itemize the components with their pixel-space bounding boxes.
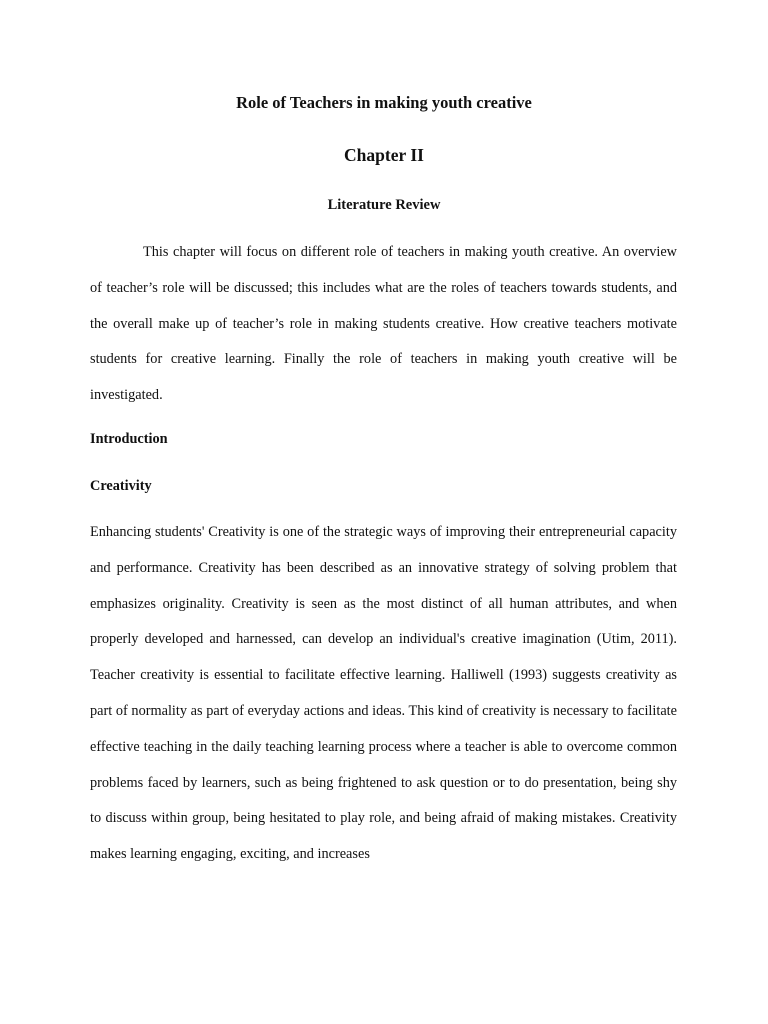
intro-paragraph: This chapter will focus on different role of teachers in making youth creative. An overview of teacher’s role will be discussed; this includes what are the roles of teachers towards students, and the overall make up of teacher’s role in making students creative. How creative teachers motivate students for creative learning. Finally the role of teachers in making youth creative will be investigated. <box>90 244 677 404</box>
heading-introduction: Introduction <box>90 431 168 447</box>
heading-creativity: Creativity <box>90 478 152 494</box>
section-heading-literature-review: Literature Review <box>327 197 441 213</box>
chapter-heading: Chapter II <box>344 145 424 165</box>
document-title: Role of Teachers in making youth creative <box>236 93 532 112</box>
creativity-paragraph: Enhancing students' Creativity is one of the strategic ways of improving their entrepreneurial capacity and performance. Creativity has been described as an innovative strategy of solving problem that emphasizes originality. Creativity is seen as the most distinct of all human attributes, and when properly developed and harnessed, can develop an individual's creative imagination (Utim, 2011). Teacher creativity is essential to facilitate effective learning. Halliwell (1993) suggests creativity as part of normality as part of everyday actions and ideas. This kind of creativity is necessary to facilitate effective teaching in the daily teaching learning process where a teacher is able to overcome common problems faced by learners, such as being frightened to ask question or to do presentation, being shy to discuss within group, being hesitated to play role, and being afraid of making mistakes. Creativity makes learning engaging, exciting, and increases <box>90 524 677 863</box>
